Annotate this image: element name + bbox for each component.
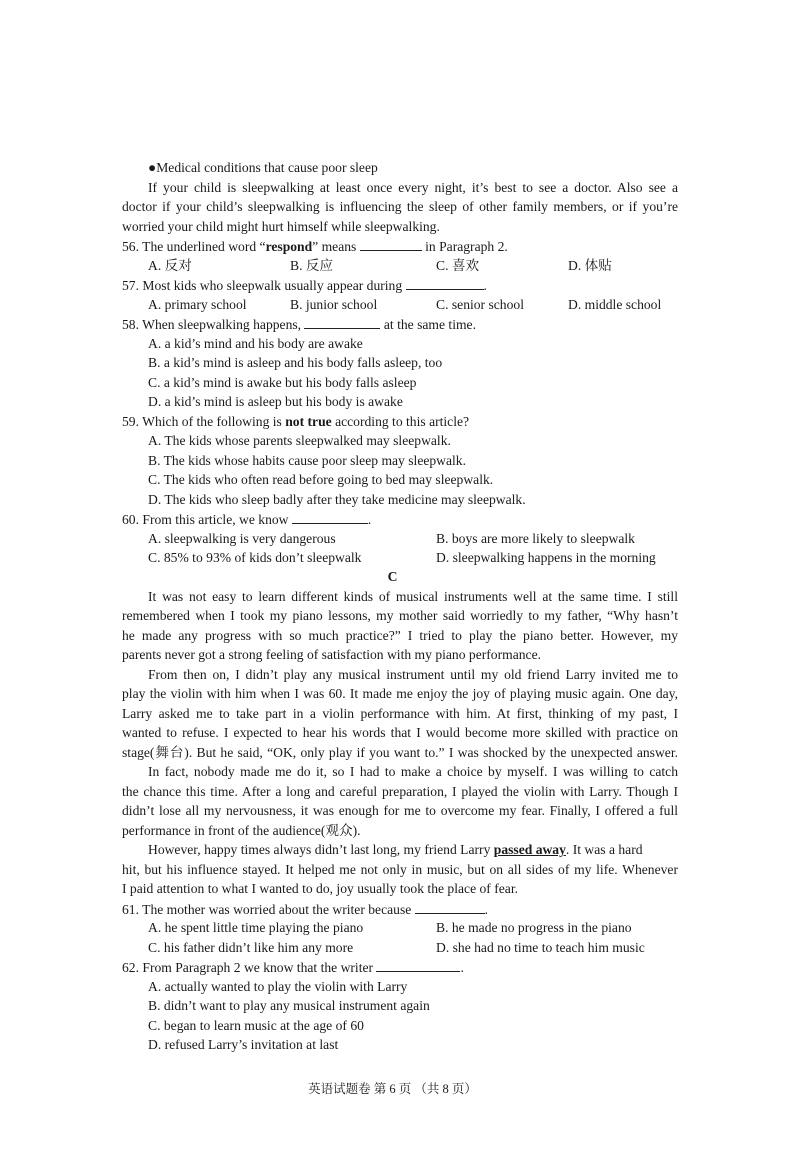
paragraph-line: remembered when I took my piano lessons, my mother said worriedly to my father, “Why hasn’t [122, 608, 678, 623]
paragraph-line: If your child is sleepwalking at least once every night, it’s best to see a doctor. Also see a [148, 180, 678, 195]
option: D. a kid’s mind is asleep but his body is awake [148, 394, 403, 409]
option: C. The kids who often read before going to bed may sleepwalk. [148, 472, 494, 487]
option: B. junior school [290, 297, 378, 312]
paragraph-line: I paid attention to what I wanted to do, joy usually took the place of fear. [122, 881, 518, 896]
page-footer: 英语试题卷 第 6 页 （共 8 页） [308, 1082, 477, 1096]
paragraph-line: performance in front of the audience(观众). [122, 823, 361, 838]
option: D. middle school [568, 297, 662, 312]
option: A. a kid’s mind and his body are awake [148, 336, 363, 351]
underlined-phrase: passed away [493, 842, 566, 857]
option: D. she had no time to teach him music [436, 940, 645, 955]
paragraph-line: he made any progress with so much practice?” I tried to play the piano better. However, my [122, 628, 678, 643]
paragraph-line: Larry asked me to take part in a violin performance with him. At first, thinking of my past, I [122, 706, 678, 721]
question-56: 56. The underlined word “respond” means in Paragraph 2. [122, 236, 508, 255]
answer-blank [376, 957, 460, 972]
question-57: 57. Most kids who sleepwalk usually appear during . [122, 275, 487, 294]
option: A. primary school [148, 297, 247, 312]
option: C. a kid’s mind is awake but his body falls asleep [148, 375, 417, 390]
paragraph-line: hit, but his influence stayed. It helped me not only in music, but on all sides of my life. Whenever [122, 862, 678, 877]
paragraph-line: From then on, I didn’t play any musical instrument until my old friend Larry invited me to [148, 667, 678, 682]
option: D. refused Larry’s invitation at last [148, 1037, 339, 1052]
answer-blank [415, 899, 485, 914]
bullet-heading: ●Medical conditions that cause poor sleep [148, 160, 378, 175]
option: C. his father didn’t like him any more [148, 940, 354, 955]
option: B. didn’t want to play any musical instrument again [148, 998, 430, 1013]
paragraph-line: doctor if your child’s sleepwalking is influencing the sleep of other family members, or if you’re [122, 199, 678, 214]
section-heading: C [387, 569, 398, 584]
option: B. he made no progress in the piano [436, 920, 632, 935]
paragraph-line: the chance this time. After a long and careful preparation, I played the violin with Larry. Though I [122, 784, 678, 799]
paragraph-line: play the violin with him when I was 60. It made me enjoy the joy of playing music again. One day, [122, 686, 678, 701]
paragraph-line: In fact, nobody made me do it, so I had to make a choice by myself. I was willing to catch [148, 764, 678, 779]
answer-blank [360, 236, 422, 251]
answer-blank [292, 509, 368, 524]
question-60: 60. From this article, we know . [122, 509, 371, 528]
option: B. boys are more likely to sleepwalk [436, 531, 635, 546]
answer-blank [304, 314, 380, 329]
question-62: 62. From Paragraph 2 we know that the writer . [122, 957, 464, 976]
option: B. a kid’s mind is asleep and his body falls asleep, too [148, 355, 443, 370]
question-59: 59. Which of the following is not true according to this article? [122, 414, 470, 429]
option: A. The kids whose parents sleepwalked may sleepwalk. [148, 433, 451, 448]
option: C. 喜欢 [436, 258, 480, 273]
option: A. actually wanted to play the violin with Larry [148, 979, 408, 994]
option: C. began to learn music at the age of 60 [148, 1018, 364, 1033]
paragraph-line: didn’t lose all my nervousness, it was enough for me to overcome my fear. Finally, I offered a full [122, 803, 678, 818]
option: A. 反对 [148, 258, 192, 273]
option: A. sleepwalking is very dangerous [148, 531, 336, 546]
answer-blank [406, 275, 484, 290]
option: D. sleepwalking happens in the morning [436, 550, 656, 565]
question-58: 58. When sleepwalking happens, at the same time. [122, 314, 476, 333]
paragraph-line: wanted to refuse. I expected to hear his words that I would become more skilled with practice on [122, 725, 678, 740]
paragraph-line: worried your child might hurt himself while sleepwalking. [122, 219, 440, 234]
option: D. 体贴 [568, 258, 612, 273]
paragraph-line: parents never got a strong feeling of satisfaction with my piano performance. [122, 647, 542, 662]
option: C. 85% to 93% of kids don’t sleepwalk [148, 550, 362, 565]
paragraph-line: However, happy times always didn’t last long, my friend Larry passed away. It was a hard [148, 842, 643, 857]
option: C. senior school [436, 297, 524, 312]
option: B. The kids whose habits cause poor sleep may sleepwalk. [148, 453, 466, 468]
option: D. The kids who sleep badly after they take medicine may sleepwalk. [148, 492, 526, 507]
question-61: 61. The mother was worried about the writer because . [122, 899, 488, 918]
option: A. he spent little time playing the piano [148, 920, 364, 935]
option: B. 反应 [290, 258, 334, 273]
paragraph-line: stage(舞台). But he said, “OK, only play if you want to.” I was shocked by the unexpected answer. [122, 745, 678, 760]
paragraph-line: It was not easy to learn different kinds of musical instruments well at the same time. I still [148, 589, 678, 604]
